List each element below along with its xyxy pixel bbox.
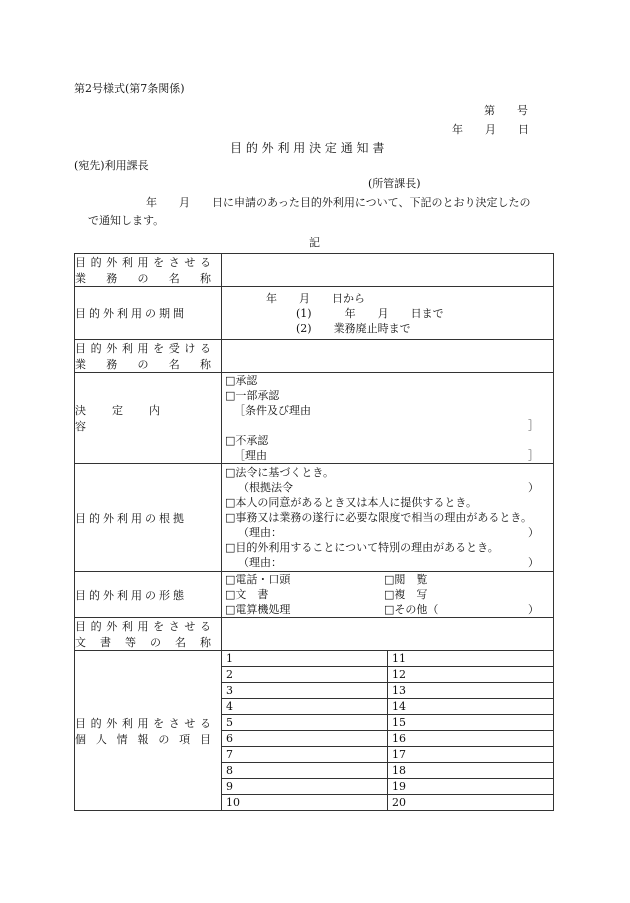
computer-option[interactable]: □電算機処理	[225, 603, 291, 616]
item-number-left[interactable]: 5	[222, 715, 388, 731]
label-text: 目 的 外 利 用 を 受 け る	[75, 342, 211, 355]
items-grid	[222, 651, 553, 810]
closing-paren: ）	[528, 481, 539, 494]
closing-paren: ）	[528, 556, 539, 569]
closing-bracket: ］	[528, 449, 539, 462]
phone-option[interactable]: □電話・口頭	[225, 573, 291, 586]
closing-paren: ）	[528, 526, 539, 539]
basis-row	[75, 464, 554, 572]
form-line1	[222, 572, 553, 587]
items-grid-row	[222, 651, 553, 667]
view-option[interactable]: □閲 覧	[384, 573, 428, 586]
docs-value	[222, 618, 554, 651]
decision-label: 決定内容	[75, 373, 222, 464]
items-grid-row	[222, 795, 553, 811]
item-number-right[interactable]: 11	[388, 651, 554, 667]
label-text: 業 務 の 名 称	[75, 358, 211, 371]
item-number-right[interactable]: 19	[388, 779, 554, 795]
period-row	[75, 287, 554, 340]
item-number-right[interactable]: 17	[388, 747, 554, 763]
special-option[interactable]: □目的外利用することについて特別の理由があるとき。	[225, 541, 499, 554]
item-number-left[interactable]: 4	[222, 699, 388, 715]
items-grid-row	[222, 779, 553, 795]
item-number-right[interactable]: 15	[388, 715, 554, 731]
intro-text-line2: で通知します。	[88, 214, 165, 227]
items-label	[75, 651, 222, 811]
approve-option[interactable]: □承認	[225, 374, 258, 387]
label-text: 目 的 外 利 用 を さ せ る	[75, 620, 211, 633]
receiving-business-value	[222, 340, 554, 373]
items-grid-row	[222, 763, 553, 779]
reject-option[interactable]: □不承認	[225, 434, 269, 447]
business-name-label	[75, 254, 222, 287]
addressee: (宛先)利用課長	[74, 159, 149, 172]
decision-form-table	[74, 253, 554, 811]
items-grid-row	[222, 699, 553, 715]
necessary-option[interactable]: □事務又は業務の遂行に必要な限度で相当の理由があるとき。	[225, 511, 532, 524]
closing-paren: ）	[528, 603, 539, 616]
form-label: 目的外利用の形態	[75, 572, 222, 618]
basis-value	[222, 464, 554, 572]
form-row	[75, 572, 554, 618]
document-number: 第 号	[484, 104, 528, 117]
items-grid-row	[222, 715, 553, 731]
item-number-left[interactable]: 2	[222, 667, 388, 683]
conditions-bracket-line	[222, 418, 553, 433]
sender: (所管課長)	[368, 177, 421, 190]
items-grid-row	[222, 731, 553, 747]
form-value	[222, 572, 554, 618]
reason1-line	[222, 525, 553, 540]
form-line3	[222, 602, 553, 617]
decision-row	[75, 373, 554, 464]
reason1-text: （理由：	[238, 526, 282, 539]
business-name-row	[75, 254, 554, 287]
item-number-left[interactable]: 3	[222, 683, 388, 699]
receiving-business-row	[75, 340, 554, 373]
other-option[interactable]: □その他（	[384, 603, 439, 616]
law-detail-line	[222, 480, 553, 495]
decision-value	[222, 373, 554, 464]
label-text: 業 務 の 名 称	[75, 272, 211, 285]
item-number-right[interactable]: 14	[388, 699, 554, 715]
item-number-left[interactable]: 6	[222, 731, 388, 747]
period-from: 年 月 日から	[266, 291, 365, 305]
docs-row	[75, 618, 554, 651]
label-text: 目 的 外 利 用 を さ せ る	[75, 716, 211, 730]
item-number-right[interactable]: 18	[388, 763, 554, 779]
label-text: 目 的 外 利 用 を さ せ る	[75, 256, 211, 269]
issue-date: 年 月 日	[452, 123, 529, 136]
closing-bracket: ］	[528, 419, 539, 432]
period-label: 目的外利用の期間	[75, 287, 222, 340]
item-number-right[interactable]: 12	[388, 667, 554, 683]
item-number-right[interactable]: 13	[388, 683, 554, 699]
item-number-left[interactable]: 9	[222, 779, 388, 795]
docs-label	[75, 618, 222, 651]
items-grid-row	[222, 747, 553, 763]
period-value	[222, 287, 554, 340]
form-number: 第2号様式(第7条関係)	[74, 82, 185, 95]
item-number-right[interactable]: 20	[392, 796, 406, 809]
intro-text-line1: 年 月 日に申請のあった目的外利用について、下記のとおり決定したの	[146, 196, 531, 209]
reason-text: ［理由	[234, 449, 267, 462]
items-value	[222, 651, 554, 811]
document-title: 目 的 外 利 用 決 定 通 知 書	[230, 141, 385, 155]
consent-option[interactable]: □本人の同意があるとき又は本人に提供するとき。	[225, 496, 477, 509]
period-abolish: (2) 業務廃止時まで	[296, 321, 411, 335]
items-grid-row	[222, 683, 553, 699]
items-grid-row	[222, 667, 553, 683]
law-paren: （根拠法令	[238, 481, 293, 494]
item-number-right[interactable]: 16	[388, 731, 554, 747]
label-text: 文 書 等 の 名 称	[75, 636, 211, 649]
form-line2	[222, 587, 553, 602]
item-number-left[interactable]: 1	[222, 651, 388, 667]
reason2-text: （理由：	[238, 556, 282, 569]
period-to: (1) 年 月 日まで	[296, 306, 444, 320]
law-option[interactable]: □法令に基づくとき。	[225, 466, 334, 479]
item-number-left[interactable]: 10	[222, 795, 388, 811]
document-option[interactable]: □文 書	[225, 588, 269, 601]
partial-approve-option[interactable]: □一部承認	[225, 389, 280, 402]
receiving-business-label	[75, 340, 222, 373]
items-row	[75, 651, 554, 811]
item-number-left[interactable]: 7	[222, 747, 388, 763]
basis-label: 目的外利用の根拠	[75, 464, 222, 572]
business-name-value	[222, 254, 554, 287]
reason-line	[222, 448, 553, 463]
conditions-text: ［条件及び理由	[234, 404, 311, 417]
item-number-left[interactable]: 8	[222, 763, 388, 779]
label-text: 個 人 情 報 の 項 目	[75, 732, 211, 746]
ki-mark: 記	[309, 236, 320, 249]
reason2-line	[222, 555, 553, 570]
copy-option[interactable]: □複 写	[384, 588, 428, 601]
